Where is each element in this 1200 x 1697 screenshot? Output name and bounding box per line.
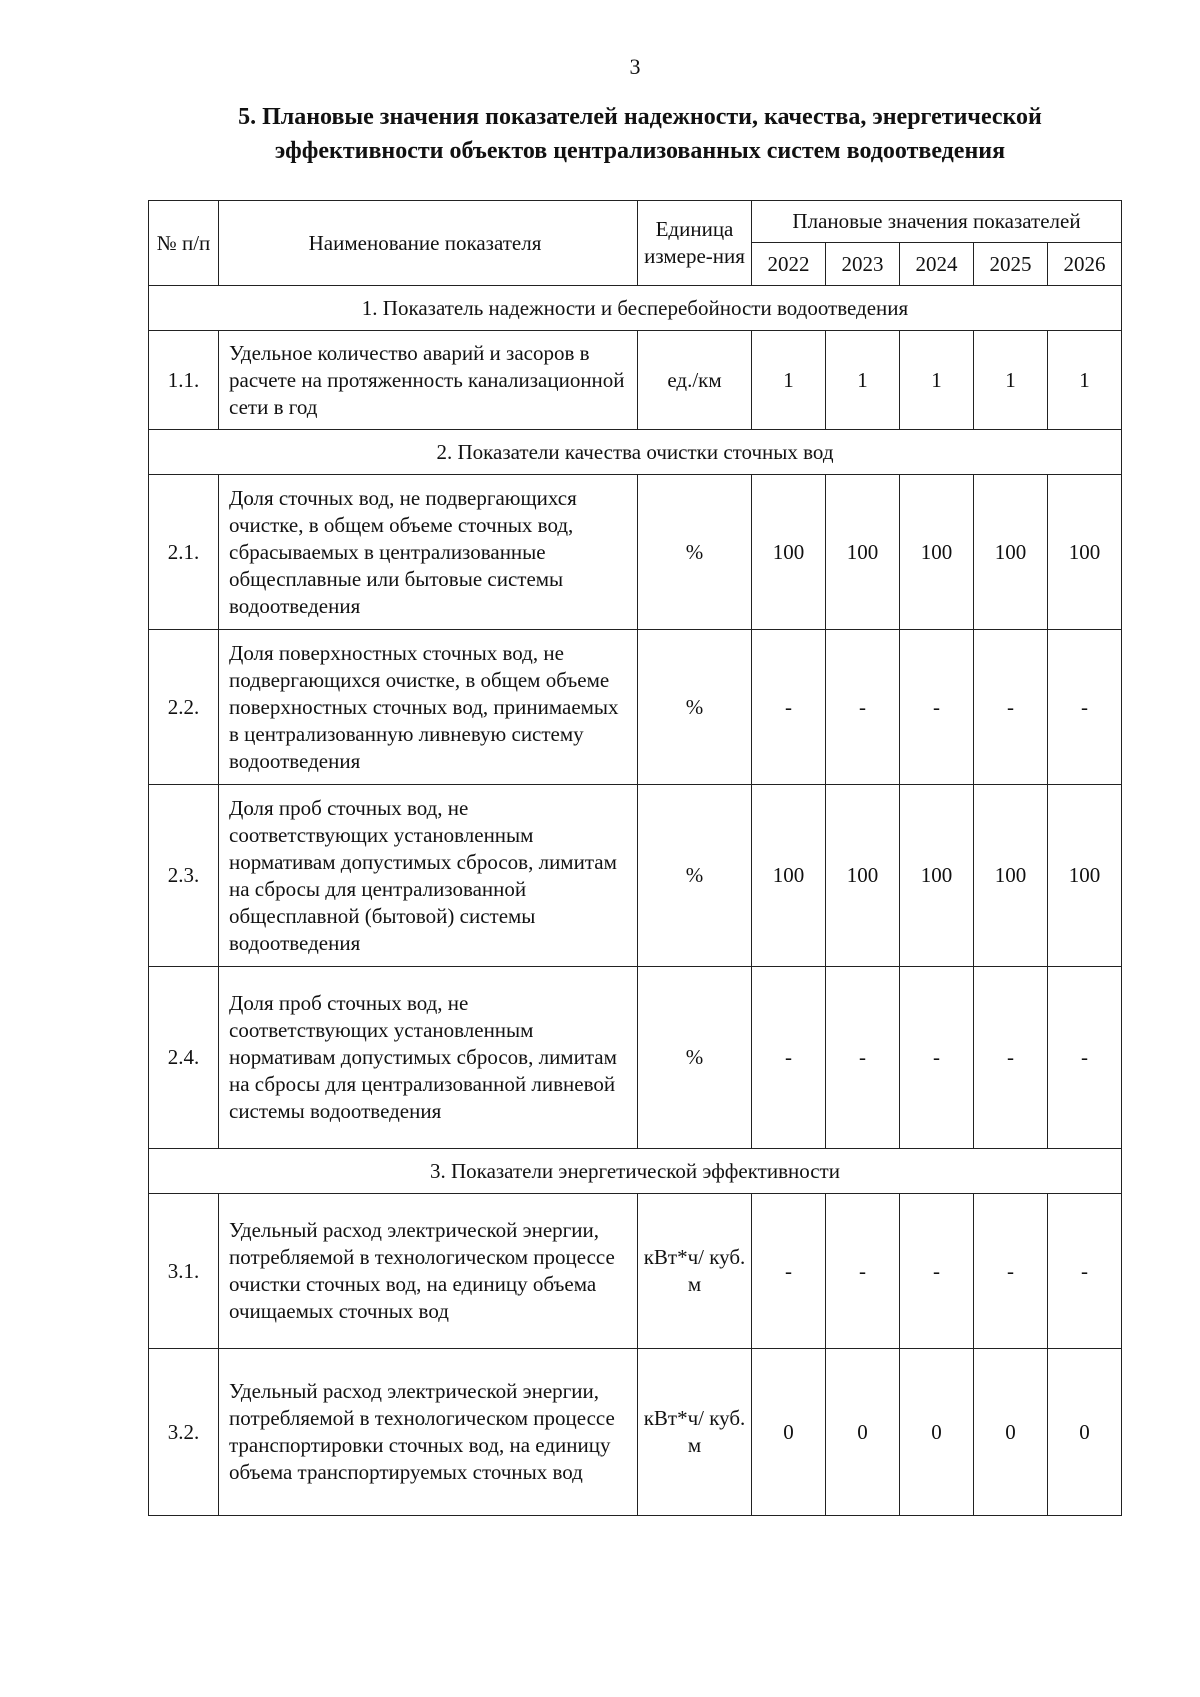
section-row [149, 430, 1122, 475]
row-value: - [752, 967, 826, 1149]
table-row [149, 1349, 1122, 1516]
row-indicator-name: Удельный расход электрической энергии, потребляемой в технологическом процессе транспортировки сточных вод, на единицу объема транспортируемых сточных вод [219, 1349, 638, 1516]
row-value: 1 [974, 331, 1048, 430]
table-row [149, 331, 1122, 430]
row-value: 100 [752, 785, 826, 967]
row-value: 0 [1048, 1349, 1122, 1516]
row-indicator-name: Доля проб сточных вод, не соответствующих установленным нормативам допустимых сбросов, лимитам на сбросы для централизованной общесплавной (бытовой) системы водоотведения [219, 785, 638, 967]
header-unit: Единица измере-ния [638, 201, 752, 286]
row-unit: кВт*ч/ куб. м [638, 1194, 752, 1349]
table-header-row [149, 201, 1122, 243]
row-value: 0 [826, 1349, 900, 1516]
row-indicator-name: Доля поверхностных сточных вод, не подвергающихся очистке, в общем объеме поверхностных сточных вод, принимаемых в централизованную ливневую систему водоотведения [219, 630, 638, 785]
document-title [140, 100, 1140, 168]
table-row [149, 785, 1122, 967]
row-value: 100 [826, 475, 900, 630]
row-value: 100 [1048, 785, 1122, 967]
row-unit: % [638, 967, 752, 1149]
header-year: 2022 [752, 243, 826, 286]
row-value: 1 [1048, 331, 1122, 430]
section-title: 3. Показатели энергетической эффективности [149, 1149, 1122, 1194]
row-number: 1.1. [149, 331, 219, 430]
row-value: 100 [752, 475, 826, 630]
row-indicator-name: Доля проб сточных вод, не соответствующих установленным нормативам допустимых сбросов, лимитам на сбросы для централизованной ливневой системы водоотведения [219, 967, 638, 1149]
row-value: - [1048, 630, 1122, 785]
row-value: - [900, 967, 974, 1149]
table-row [149, 630, 1122, 785]
row-value: 0 [974, 1349, 1048, 1516]
table-row [149, 475, 1122, 630]
header-planned-values: Плановые значения показателей [752, 201, 1122, 243]
row-value: 100 [974, 475, 1048, 630]
table-row [149, 1194, 1122, 1349]
table-row [149, 967, 1122, 1149]
row-number: 3.1. [149, 1194, 219, 1349]
row-number: 2.1. [149, 475, 219, 630]
row-value: 100 [826, 785, 900, 967]
row-value: - [826, 967, 900, 1149]
header-number: № п/п [149, 201, 219, 286]
section-row [149, 286, 1122, 331]
row-unit: % [638, 630, 752, 785]
header-year: 2024 [900, 243, 974, 286]
section-title: 2. Показатели качества очистки сточных вод [149, 430, 1122, 475]
row-value: - [974, 1194, 1048, 1349]
row-value: 100 [974, 785, 1048, 967]
row-value: 0 [752, 1349, 826, 1516]
row-value: - [1048, 967, 1122, 1149]
row-indicator-name: Удельное количество аварий и засоров в расчете на протяженность канализационной сети в год [219, 331, 638, 430]
row-value: 100 [900, 785, 974, 967]
indicators-table [148, 200, 1122, 1516]
row-value: - [1048, 1194, 1122, 1349]
row-indicator-name: Удельный расход электрической энергии, потребляемой в технологическом процессе очистки сточных вод, на единицу объема очищаемых сточных вод [219, 1194, 638, 1349]
row-unit: % [638, 475, 752, 630]
row-unit: кВт*ч/ куб. м [638, 1349, 752, 1516]
row-unit: ед./км [638, 331, 752, 430]
document-title-line-1: 5. Плановые значения показателей надежности, качества, энергетической [238, 104, 1042, 130]
row-value: 1 [752, 331, 826, 430]
row-value: 1 [826, 331, 900, 430]
page-number: 3 [629, 54, 641, 79]
row-value: - [974, 630, 1048, 785]
row-value: - [974, 967, 1048, 1149]
row-indicator-name: Доля сточных вод, не подвергающихся очистке, в общем объеме сточных вод, сбрасываемых в централизованные общесплавные или бытовые системы водоотведения [219, 475, 638, 630]
row-value: 1 [900, 331, 974, 430]
document-title-line-2: эффективности объектов централизованных систем водоотведения [274, 138, 1006, 164]
row-value: - [826, 630, 900, 785]
header-year: 2023 [826, 243, 900, 286]
row-value: - [826, 1194, 900, 1349]
header-year: 2025 [974, 243, 1048, 286]
row-unit: % [638, 785, 752, 967]
header-name: Наименование показателя [219, 201, 638, 286]
row-number: 2.2. [149, 630, 219, 785]
row-value: 100 [1048, 475, 1122, 630]
section-title: 1. Показатель надежности и бесперебойности водоотведения [149, 286, 1122, 331]
section-row [149, 1149, 1122, 1194]
row-value: - [900, 630, 974, 785]
row-number: 2.3. [149, 785, 219, 967]
row-number: 2.4. [149, 967, 219, 1149]
row-value: - [752, 1194, 826, 1349]
row-value: 100 [900, 475, 974, 630]
row-value: - [752, 630, 826, 785]
row-number: 3.2. [149, 1349, 219, 1516]
row-value: 0 [900, 1349, 974, 1516]
header-year: 2026 [1048, 243, 1122, 286]
row-value: - [900, 1194, 974, 1349]
